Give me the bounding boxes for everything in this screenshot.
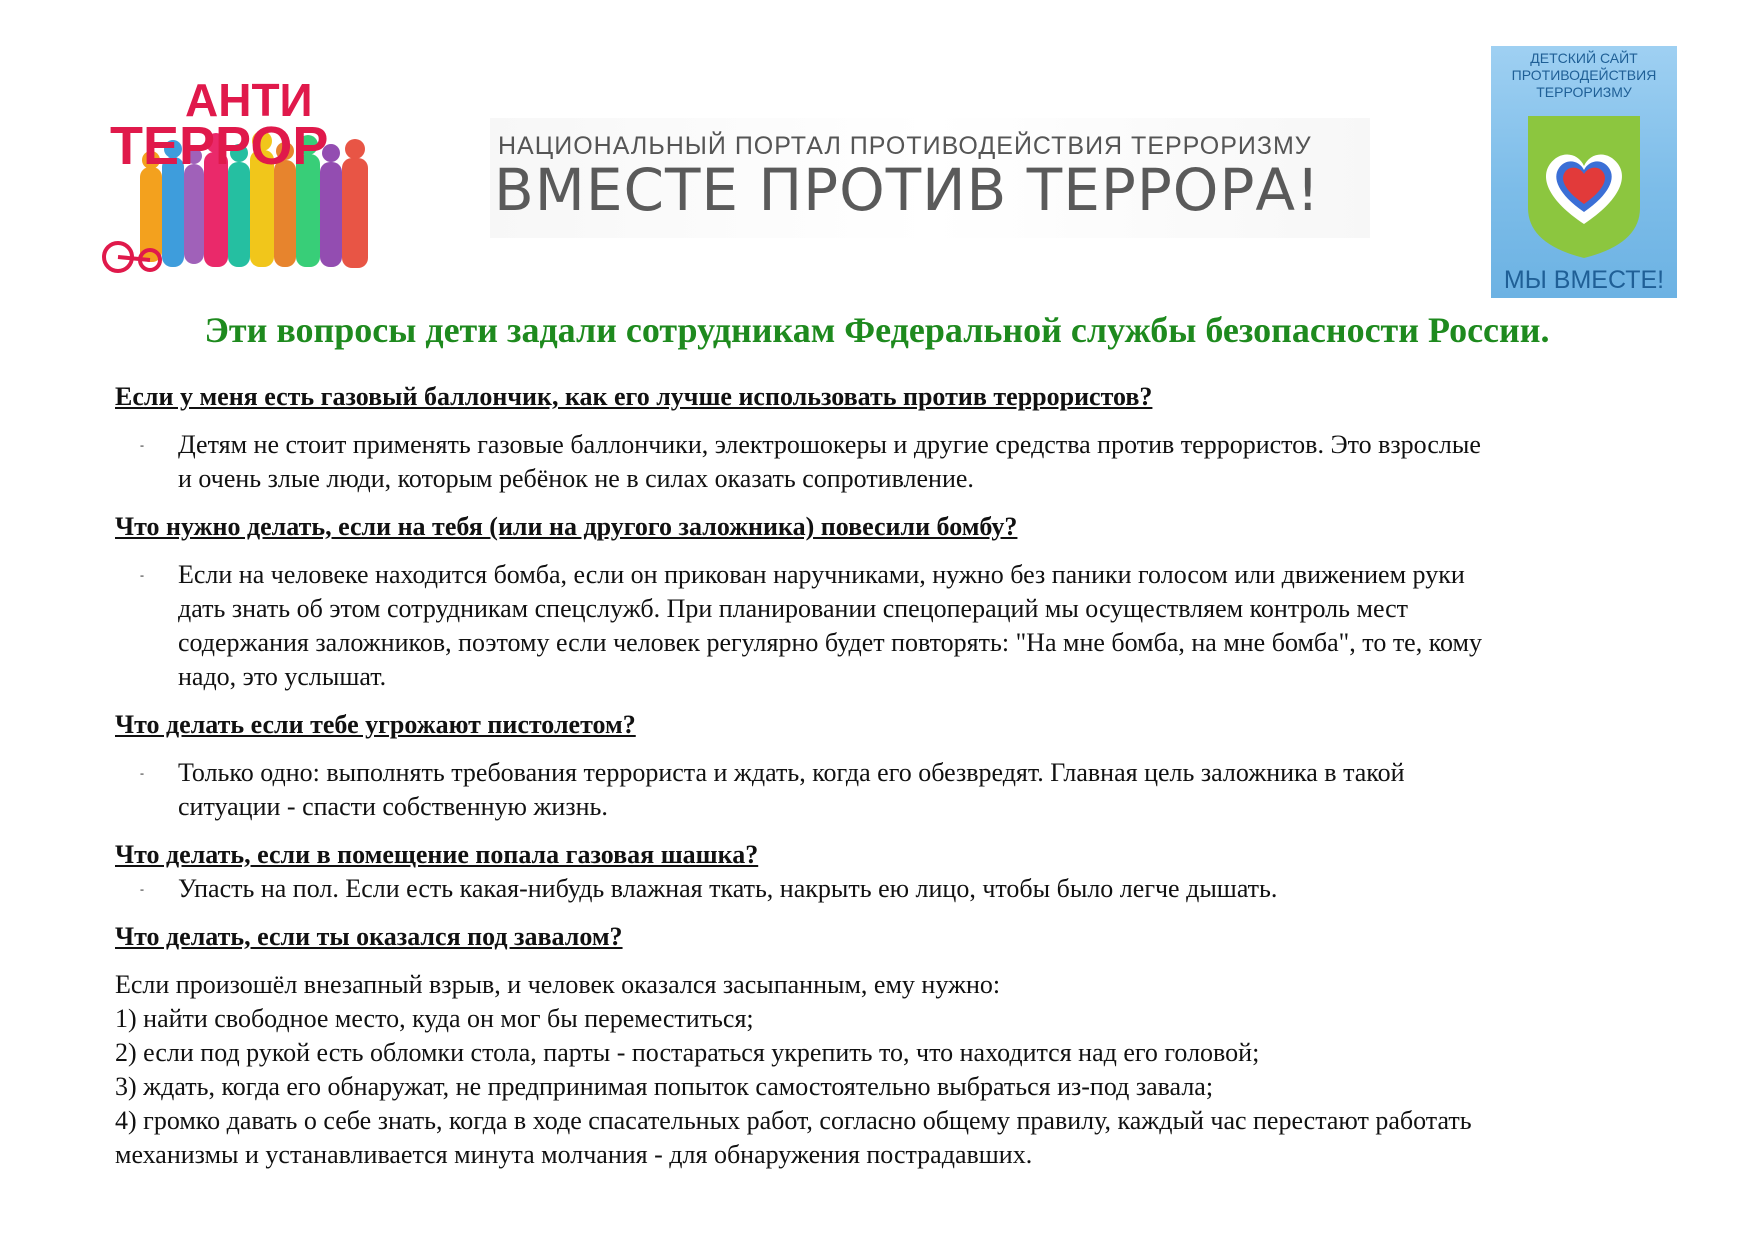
answer-line: Если на человеке находится бомба, если он прикован наручниками, нужно без паники голосом или движением руки xyxy=(178,560,1465,589)
qa-item xyxy=(115,708,1675,824)
answer-block xyxy=(115,872,1675,906)
bullet-marker: - xyxy=(140,438,144,452)
answer-line: Упасть на пол. Если есть какая-нибудь влажная ткать, накрыть ею лицо, чтобы было легче дышать. xyxy=(178,874,1278,903)
answer-line: Только одно: выполнять требования террориста и ждать, когда его обезвредят. Главная цель заложника в такой xyxy=(178,758,1405,787)
antiterror-logo-graphic xyxy=(100,72,400,277)
rubble-instructions xyxy=(115,968,1675,1172)
question-heading: Что делать, если ты оказался под завалом? xyxy=(115,922,623,951)
answer-line: дать знать об этом сотрудникам спецслужб. При планировании спецопераций мы осуществляем контроль мест xyxy=(178,594,1409,623)
question-heading: Что делать, если в помещение попала газовая шашка? xyxy=(115,840,759,869)
answer-line: Детям не стоит применять газовые баллончики, электрошокеры и другие средства против террористов. Это взрослые xyxy=(178,430,1481,459)
answer-block xyxy=(115,428,1675,496)
antiterror-logo-line2: ТЕРРОР xyxy=(110,116,329,176)
kids-badge-caption xyxy=(1491,50,1677,101)
answer-line: ситуации - спасти собственную жизнь. xyxy=(178,792,608,821)
instruction-step: 3) ждать, когда его обнаружат, не предпринимая попыток самостоятельно выбраться из-под завала; xyxy=(115,1072,1214,1101)
kids-badge-line: ПРОТИВОДЕЙСТВИЯ xyxy=(1511,67,1657,83)
qa-content xyxy=(115,380,1675,1172)
kids-site-badge xyxy=(1491,46,1677,298)
qa-item xyxy=(115,380,1675,496)
antiterror-logo-line1: АНТИ xyxy=(185,74,313,126)
page-title: Эти вопросы дети задали сотрудникам Федеральной службы безопасности России. xyxy=(204,310,1550,350)
instruction-step: 2) если под рукой есть обломки стола, парты - постараться укрепить то, что находится над его головой; xyxy=(115,1038,1260,1067)
heart-shield-icon xyxy=(1524,112,1644,262)
qa-item xyxy=(115,838,1675,906)
question-heading: Что делать если тебе угрожают пистолетом? xyxy=(115,710,636,739)
kids-badge-slogan: МЫ ВМЕСТЕ! xyxy=(1503,266,1665,294)
qa-item xyxy=(115,920,1675,954)
portal-banner xyxy=(490,118,1370,238)
bullet-marker: - xyxy=(140,766,144,780)
portal-subtitle: НАЦИОНАЛЬНЫЙ ПОРТАЛ ПРОТИВОДЕЙСТВИЯ ТЕРРОРИЗМУ xyxy=(498,132,1312,160)
instruction-step: 1) найти свободное место, куда он мог бы переместиться; xyxy=(115,1004,754,1033)
instruction-step: механизмы и устанавливается минута молчания - для обнаружения пострадавших. xyxy=(115,1140,1033,1169)
question-heading: Что нужно делать, если на тебя (или на другого заложника) повесили бомбу? xyxy=(115,512,1018,541)
answer-line: надо, это услышат. xyxy=(178,662,387,691)
qa-item xyxy=(115,510,1675,694)
answer-line: содержания заложников, поэтому если человек регулярно будет повторять: "На мне бомба, на мне бомба", то те, кому xyxy=(178,628,1482,657)
kids-badge-line: ТЕРРОРИЗМУ xyxy=(1536,84,1632,100)
portal-title: ВМЕСТЕ ПРОТИВ ТЕРРОРА! xyxy=(494,156,1321,224)
kids-badge-line: ДЕТСКИЙ САЙТ xyxy=(1530,50,1638,66)
instruction-step: 4) громко давать о себе знать, когда в ходе спасательных работ, согласно общему правилу, каждый час перестают работать xyxy=(115,1106,1472,1135)
question-heading: Если у меня есть газовый баллончик, как его лучше использовать против террористов? xyxy=(115,382,1153,411)
answer-block xyxy=(115,756,1675,824)
bullet-marker: - xyxy=(140,568,144,582)
instructions-intro: Если произошёл внезапный взрыв, и человек оказался засыпанным, ему нужно: xyxy=(115,970,1001,999)
bullet-marker: - xyxy=(140,882,144,896)
answer-block xyxy=(115,558,1675,694)
antiterror-logo xyxy=(100,72,400,277)
answer-line: и очень злые люди, которым ребёнок не в силах оказать сопротивление. xyxy=(178,464,974,493)
